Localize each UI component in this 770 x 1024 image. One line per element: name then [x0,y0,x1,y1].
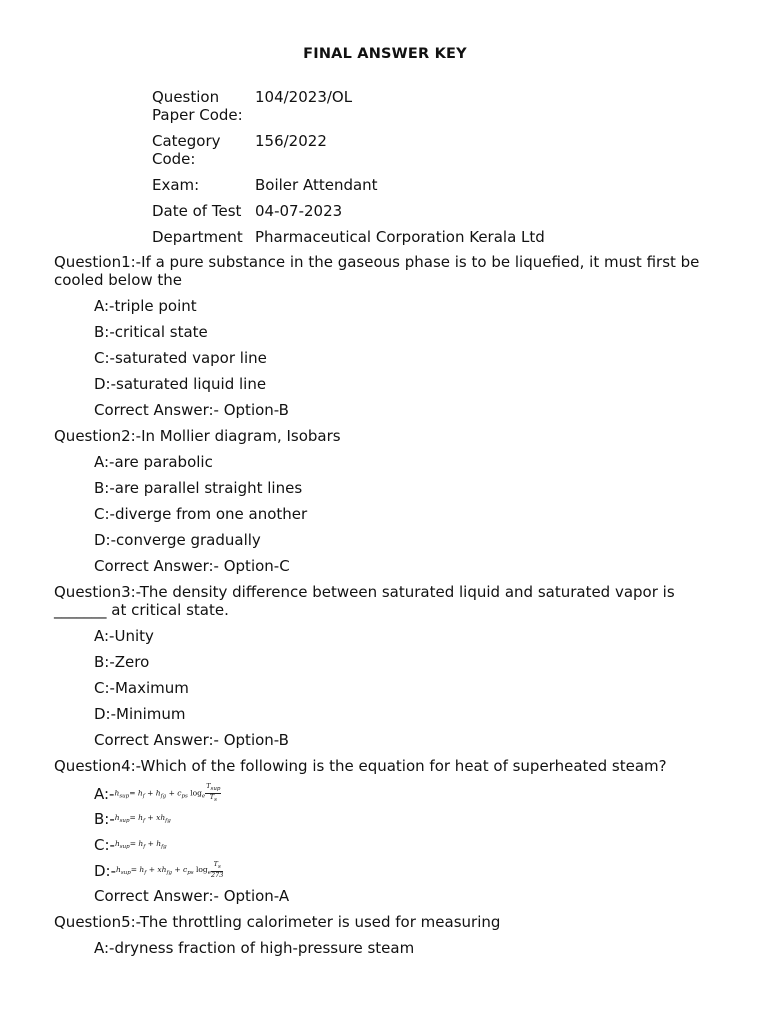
option-a: A:-are parabolic [94,453,213,471]
correct-answer: Correct Answer:- Option-C [94,557,290,575]
detail-label: Question Paper Code: [152,88,243,124]
formula-image: $h_{sup}= h_f + h_{fg}$ [114,839,167,850]
detail-value: 104/2023/OL [255,88,353,106]
question-text: Question1:-If a pure substance in the gaseous phase is to be liquefied, it must first be cooled below the [54,253,700,289]
detail-label: Category Code: [152,132,221,168]
option-prefix: C:- [94,836,115,854]
exam-details-table [152,88,545,246]
detail-label: Exam: [152,176,200,194]
formula-image: $h_{sup}= h_f + h_{fg} + c_{ps}$ $\log_e$ $\frac{T_{sup}}{T_s}$ [114,782,221,803]
exam-detail-row [152,228,545,246]
detail-value: Pharmaceutical Corporation Kerala Ltd [255,228,545,246]
page-title: FINAL ANSWER KEY [303,46,467,62]
detail-value: Boiler Attendant [255,176,378,194]
option-d [94,861,714,879]
exam-detail-row [152,132,545,176]
option-d: D:-Minimum [94,705,186,723]
question-text: Question2:-In Mollier diagram, Isobars [54,427,341,445]
correct-answer: Correct Answer:- Option-B [94,401,289,419]
correct-answer: Correct Answer:- Option-A [94,887,290,905]
option-a [94,783,714,801]
question-text: Question5:-The throttling calorimeter is used for measuring [54,913,501,931]
option-a: A:-triple point [94,297,197,315]
option-d: D:-saturated liquid line [94,375,267,393]
exam-detail-row [152,88,545,132]
option-c: C:-saturated vapor line [94,349,267,367]
option-b [94,809,714,827]
option-d: D:-converge gradually [94,531,261,549]
exam-detail-row [152,176,545,202]
option-b: B:-are parallel straight lines [94,479,303,497]
option-c: C:-Maximum [94,679,189,697]
option-c: C:-diverge from one another [94,505,308,523]
option-prefix: A:- [94,784,115,803]
question-text: Question4:-Which of the following is the equation for heat of superheated steam? [54,757,667,775]
question-text: Question3:-The density difference between saturated liquid and saturated vapor is _______ at critical state. [54,583,675,619]
option-a: A:-Unity [94,627,154,645]
formula-image: $h_{sup}= h_f + xh_{fg}$ [114,813,171,824]
detail-value: 04-07-2023 [255,202,343,220]
exam-detail-row [152,202,545,228]
detail-label: Date of Test [152,202,242,220]
option-c [94,835,714,853]
option-b: B:-critical state [94,323,208,341]
option-a: A:-dryness fraction of high-pressure steam [94,939,415,957]
detail-label: Department [152,228,243,246]
questions-list [54,253,714,965]
detail-value: 156/2022 [255,132,327,150]
option-prefix: D:- [94,862,117,880]
option-b: B:-Zero [94,653,150,671]
formula-image: $h_{sup}= h_f + xh_{fg} + c_{ps}$ $\log_e$ $\frac{T_s}{273}$ [116,860,224,879]
correct-answer: Correct Answer:- Option-B [94,731,289,749]
option-prefix: B:- [94,810,115,828]
